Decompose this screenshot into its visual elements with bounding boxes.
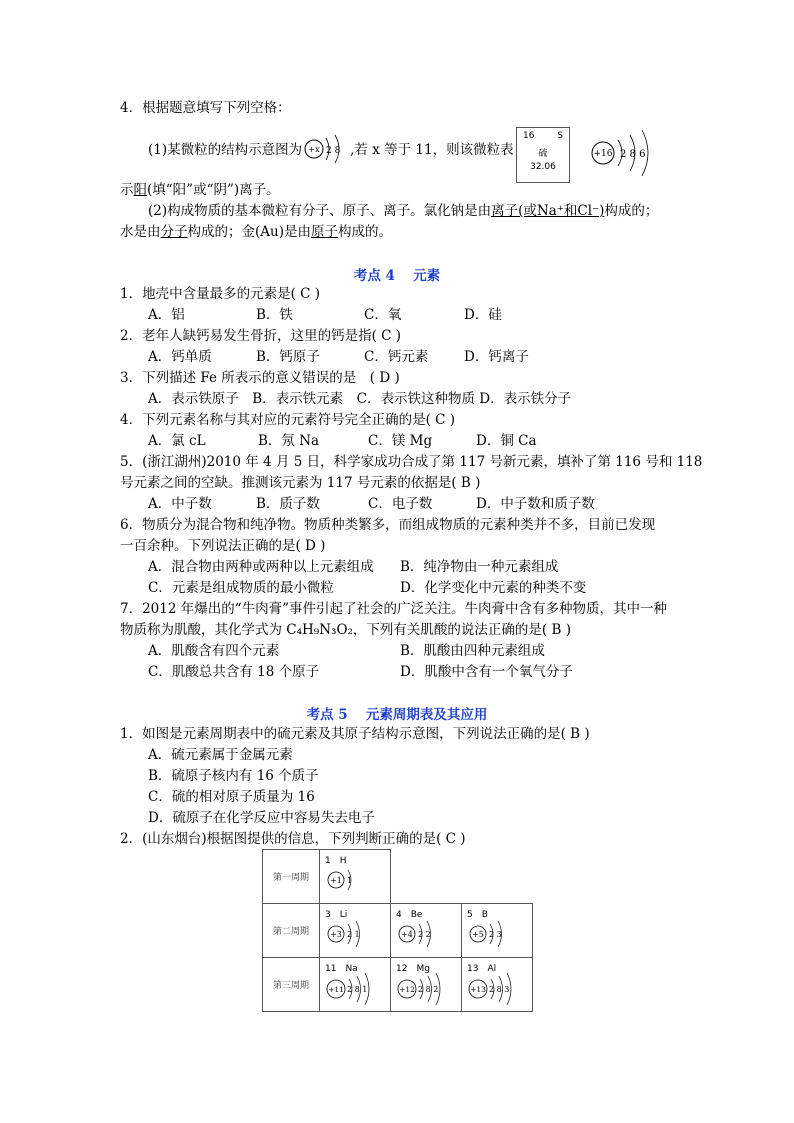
s4-q1-options <box>148 305 502 325</box>
s5-q1-option-a: A．硫元素属于金属元素 <box>148 747 293 763</box>
cell-shells: 2 3 <box>489 930 502 939</box>
element-number: 16 <box>523 131 535 141</box>
s4-q6-option-a: A．混合物由两种或两种以上元素组成 <box>148 559 374 575</box>
s4-q7-line1: 7．2012 年爆出的“牛肉膏”事件引起了社会的广泛关注。牛肉膏中含有多种物质，其中一种 <box>120 601 668 617</box>
s5-q1: 1．如图是元素周期表中的硫元素及其原子结构示意图，下列说法正确的是( B ) <box>120 726 590 742</box>
s4-q2: 2．老年人缺钙易发生骨折，这里的钙是指( C ) <box>120 328 402 344</box>
s4-q2-options <box>148 347 529 367</box>
sulfur-element-box <box>516 127 570 183</box>
q4-part3-text-b: 构成的；金(Au)是由 <box>187 224 311 240</box>
cell-nucleus: +12 <box>399 985 415 994</box>
s-nucleus-label: +16 <box>593 149 613 159</box>
q4-answer-ions: 离子(或Na⁺和Cl⁻) <box>491 203 605 219</box>
particle-structure-diagram <box>302 132 348 166</box>
cell-shells: 2 2 <box>418 930 431 939</box>
s4-q2-option-c: C．钙元素 <box>364 349 429 365</box>
s4-q1-option-b: B．铁 <box>256 307 293 323</box>
s4-q5-option-b: B．质子数 <box>256 496 320 512</box>
s4-q5-options <box>148 494 595 514</box>
q4-part1-text-a: (1)某微粒的结构示意图为 <box>148 142 303 158</box>
period-label: 第三周期 <box>263 958 320 1012</box>
q4-part3 <box>120 222 392 242</box>
element-cell <box>391 904 462 958</box>
q4-part1-text-b: ,若 x 等于 11，则该微粒表 <box>350 142 514 158</box>
s4-q4-option-d: D．铜 Ca <box>476 433 537 449</box>
cell-shells: 2 8 2 <box>418 985 439 994</box>
cell-shells: 2 1 <box>347 930 360 939</box>
element-cell <box>320 850 391 904</box>
s4-q7-options-row1 <box>148 641 545 661</box>
s4-q4: 4．下列元素名称与其对应的元素符号完全正确的是( C ) <box>120 412 456 428</box>
s4-q1: 1．地壳中含量最多的元素是( C ) <box>120 286 321 302</box>
q4-answer-atoms: 原子 <box>310 224 338 240</box>
s4-q7-line2: 物质称为肌酸，其化学式为 C₄H₉N₃O₂，下列有关肌酸的说法正确的是( B ) <box>120 622 571 638</box>
s4-q2-option-d: D．钙离子 <box>464 349 529 365</box>
period-label: 第二周期 <box>263 904 320 958</box>
s5-q1-option-d: D．硫原子在化学反应中容易失去电子 <box>148 810 375 826</box>
cell-nucleus: +3 <box>330 930 342 939</box>
q4-part2 <box>148 201 658 221</box>
s4-q4-options <box>148 431 537 451</box>
s5-q2: 2．(山东烟台)根据图提供的信息，下列判断正确的是( C ) <box>120 831 466 847</box>
q4-part3-text-a: 水是由 <box>120 224 161 240</box>
periodic-table <box>262 849 533 1012</box>
s4-q7-option-d: D．肌酸中含有一个氧气分子 <box>400 664 573 680</box>
cell-nucleus: +13 <box>470 985 486 994</box>
element-cell <box>320 958 391 1012</box>
cell-nucleus: +5 <box>472 930 484 939</box>
s4-q6-options-row2 <box>148 578 586 598</box>
s4-q1-option-d: D．硅 <box>464 307 502 323</box>
cell-symbol: 3 Li <box>325 910 348 920</box>
s4-q6-option-b: B．纯净物由一种元素组成 <box>400 559 559 575</box>
cell-shells: 2 8 1 <box>347 985 368 994</box>
q4-title: 4．根据题意填写下列空格： <box>120 100 291 116</box>
s4-q4-option-a: A．氯 cL <box>148 433 206 449</box>
element-cell <box>391 958 462 1012</box>
cell-symbol: 12 Mg <box>396 964 430 974</box>
sulfur-atom-diagram <box>590 126 670 180</box>
q4-part2-text-b: 构成的； <box>604 203 659 219</box>
cell-nucleus: +4 <box>401 930 413 939</box>
q4-answer-cation: 阳 <box>133 182 147 198</box>
q4-part1-text-c: 示 <box>120 182 134 198</box>
section4-heading: 考点 4 元素 <box>353 268 441 284</box>
element-symbol: S <box>557 131 563 141</box>
q4-part3-text-c: 构成的。 <box>337 224 392 240</box>
s4-q6-option-d: D．化学变化中元素的种类不变 <box>400 580 587 596</box>
q4-part1-text-e: (填“阳”或“阴”)离子。 <box>147 182 280 198</box>
cell-nucleus: +1 <box>330 876 342 885</box>
period-label: 第一周期 <box>263 850 320 904</box>
s4-q7-option-a: A．肌酸含有四个元素 <box>148 643 280 659</box>
s-shells-label: 2 8 6 <box>620 149 646 160</box>
element-cell <box>462 904 533 958</box>
s4-q5-line1: 5．(浙江湖州)2010 年 4 月 5 日，科学家成功合成了第 117 号新元素，填补了第 116 号和 118 <box>120 454 703 470</box>
q4-part2-text-a: (2)构成物质的基本微粒有分子、原子、离子。氯化钠是由 <box>148 203 492 219</box>
s4-q5-option-a: A．中子数 <box>148 496 212 512</box>
atom-shells-label: 2 8 <box>326 146 341 156</box>
cell-symbol: 4 Be <box>396 910 423 920</box>
s4-q7-option-b: B．肌酸由四种元素组成 <box>400 643 545 659</box>
atom-nucleus-label: +x <box>308 145 320 154</box>
element-cell <box>320 904 391 958</box>
q4-part1-cont <box>120 180 280 200</box>
s4-q3: 3．下列描述 Fe 所表示的意义错误的是 ( D ) <box>120 370 400 386</box>
s4-q6-options-row1 <box>148 557 558 577</box>
cell-symbol: 5 B <box>467 910 488 920</box>
element-cell <box>462 958 533 1012</box>
s4-q7-options-row2 <box>148 662 573 682</box>
s4-q5-line2: 号元素之间的空缺。推测该元素为 117 号元素的依据是( B ) <box>120 475 481 491</box>
cell-nucleus: +11 <box>328 985 344 994</box>
section5-heading: 考点 5 元素周期表及其应用 <box>306 707 488 723</box>
cell-shells: 1 <box>347 876 353 885</box>
cell-symbol: 1 H <box>325 856 347 866</box>
s5-q1-option-c: C．硫的相对原子质量为 16 <box>148 789 315 805</box>
cell-symbol: 11 Na <box>325 964 358 974</box>
s4-q4-option-c: C．镁 Mg <box>368 433 433 449</box>
element-mass: 32.06 <box>530 162 556 172</box>
s5-q1-option-b: B．硫原子核内有 16 个质子 <box>148 768 319 784</box>
s4-q7-option-c: C．肌酸总共含有 18 个原子 <box>148 664 320 680</box>
s4-q5-option-d: D．中子数和质子数 <box>476 496 595 512</box>
s4-q2-option-a: A．钙单质 <box>148 349 212 365</box>
s4-q4-option-b: B．氖 Na <box>258 433 320 449</box>
s4-q6-option-c: C．元素是组成物质的最小微粒 <box>148 580 334 596</box>
s4-q1-option-a: A．铝 <box>148 307 185 323</box>
periodic-table-figure <box>262 849 536 1011</box>
s4-q6-line1: 6．物质分为混合物和纯净物。物质种类繁多，而组成物质的元素种类并不多，目前已发现 <box>120 517 656 533</box>
cell-shells: 2 8 3 <box>489 985 510 994</box>
s4-q2-option-b: B．钙原子 <box>256 349 320 365</box>
s4-q6-line2: 一百余种。下列说法正确的是( D ) <box>120 538 326 554</box>
cell-symbol: 13 Al <box>467 964 497 974</box>
element-name: 硫 <box>538 149 548 159</box>
s4-q1-option-c: C．氧 <box>364 307 402 323</box>
s4-q5-option-c: C．电子数 <box>368 496 433 512</box>
s4-q3-options: A．表示铁原子 B．表示铁元素 C．表示铁这种物质 D．表示铁分子 <box>148 391 572 407</box>
q4-answer-molecules: 分子 <box>160 224 188 240</box>
